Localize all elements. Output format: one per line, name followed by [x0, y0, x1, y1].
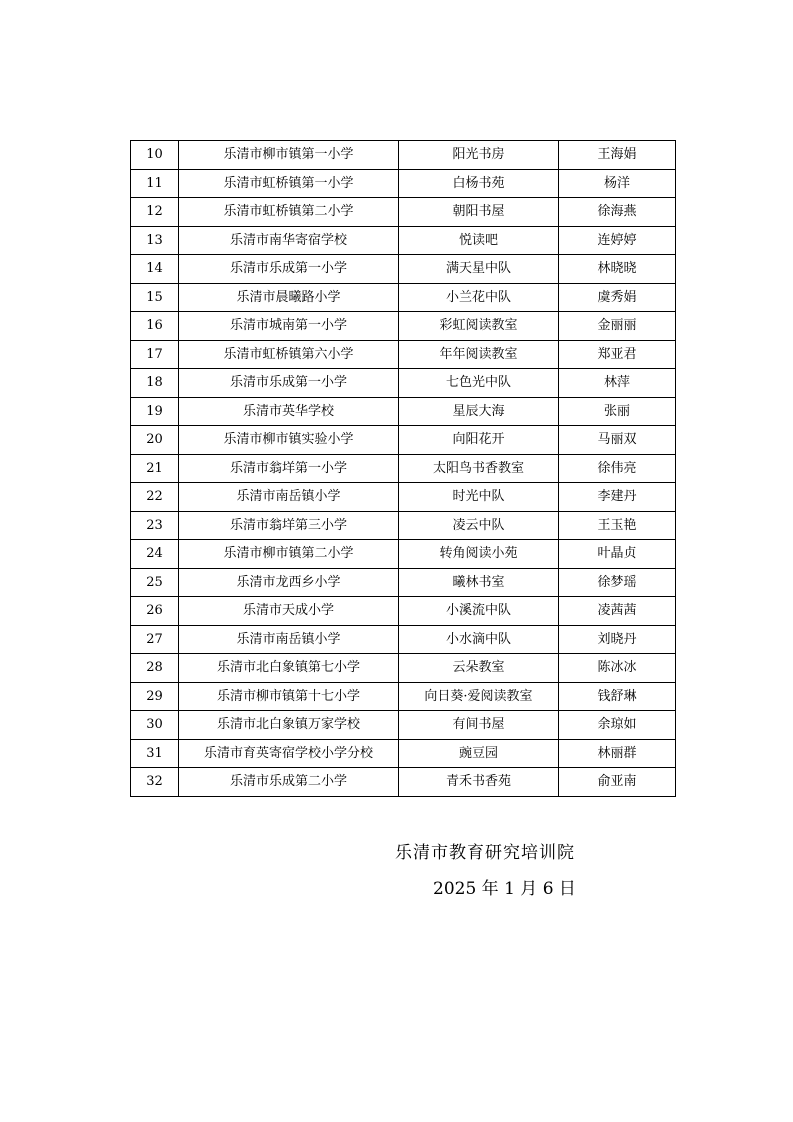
class-name-cell: 凌云中队: [399, 511, 559, 540]
class-name-cell: 太阳鸟书香教室: [399, 454, 559, 483]
row-number-cell: 32: [131, 768, 179, 797]
school-name-cell: 乐清市晨曦路小学: [179, 283, 399, 312]
table-row: [131, 739, 676, 768]
row-number-cell: 11: [131, 169, 179, 198]
class-name-cell: 七色光中队: [399, 369, 559, 398]
table-row: [131, 454, 676, 483]
table-row: [131, 768, 676, 797]
school-name-cell: 乐清市北白象镇第七小学: [179, 654, 399, 683]
school-name-cell: 乐清市虹桥镇第二小学: [179, 198, 399, 227]
table-row: [131, 340, 676, 369]
roster-table-body: [131, 141, 676, 797]
issue-date: 2025 年 1 月 6 日: [433, 879, 576, 899]
class-name-cell: 彩虹阅读教室: [399, 312, 559, 341]
class-name-cell: 时光中队: [399, 483, 559, 512]
row-number-cell: 20: [131, 426, 179, 455]
table-row: [131, 597, 676, 626]
teacher-name-cell: 虞秀娟: [559, 283, 676, 312]
class-name-cell: 白杨书苑: [399, 169, 559, 198]
table-row: [131, 283, 676, 312]
school-name-cell: 乐清市翁垟第一小学: [179, 454, 399, 483]
teacher-name-cell: 余琼如: [559, 711, 676, 740]
teacher-name-cell: 俞亚南: [559, 768, 676, 797]
teacher-name-cell: 徐海燕: [559, 198, 676, 227]
school-name-cell: 乐清市北白象镇万家学校: [179, 711, 399, 740]
table-row: [131, 426, 676, 455]
teacher-name-cell: 刘晓丹: [559, 625, 676, 654]
school-name-cell: 乐清市城南第一小学: [179, 312, 399, 341]
row-number-cell: 25: [131, 568, 179, 597]
row-number-cell: 30: [131, 711, 179, 740]
signoff-block: [395, 845, 715, 898]
school-name-cell: 乐清市翁垟第三小学: [179, 511, 399, 540]
row-number-cell: 31: [131, 739, 179, 768]
teacher-name-cell: 叶晶贞: [559, 540, 676, 569]
class-name-cell: 向日葵·爱阅读教室: [399, 682, 559, 711]
teacher-name-cell: 王海娟: [559, 141, 676, 170]
table-row: [131, 711, 676, 740]
school-name-cell: 乐清市柳市镇第十七小学: [179, 682, 399, 711]
teacher-name-cell: 杨洋: [559, 169, 676, 198]
class-name-cell: 悦读吧: [399, 226, 559, 255]
teacher-name-cell: 金丽丽: [559, 312, 676, 341]
row-number-cell: 16: [131, 312, 179, 341]
teacher-name-cell: 王玉艳: [559, 511, 676, 540]
teacher-name-cell: 连婷婷: [559, 226, 676, 255]
teacher-name-cell: 李建丹: [559, 483, 676, 512]
school-name-cell: 乐清市乐成第一小学: [179, 369, 399, 398]
teacher-name-cell: 徐梦瑶: [559, 568, 676, 597]
class-name-cell: 小溪流中队: [399, 597, 559, 626]
class-name-cell: 朝阳书屋: [399, 198, 559, 227]
row-number-cell: 17: [131, 340, 179, 369]
row-number-cell: 13: [131, 226, 179, 255]
row-number-cell: 27: [131, 625, 179, 654]
row-number-cell: 24: [131, 540, 179, 569]
table-row: [131, 654, 676, 683]
table-row: [131, 540, 676, 569]
teacher-name-cell: 林萍: [559, 369, 676, 398]
teacher-name-cell: 张丽: [559, 397, 676, 426]
row-number-cell: 28: [131, 654, 179, 683]
table-row: [131, 568, 676, 597]
teacher-name-cell: 马丽双: [559, 426, 676, 455]
school-name-cell: 乐清市柳市镇第二小学: [179, 540, 399, 569]
table-row: [131, 312, 676, 341]
table-row: [131, 682, 676, 711]
school-name-cell: 乐清市南华寄宿学校: [179, 226, 399, 255]
class-name-cell: 向阳花开: [399, 426, 559, 455]
school-name-cell: 乐清市育英寄宿学校小学分校: [179, 739, 399, 768]
class-name-cell: 有间书屋: [399, 711, 559, 740]
table-row: [131, 141, 676, 170]
class-name-cell: 转角阅读小苑: [399, 540, 559, 569]
row-number-cell: 10: [131, 141, 179, 170]
school-name-cell: 乐清市英华学校: [179, 397, 399, 426]
table-row: [131, 369, 676, 398]
table-row: [131, 483, 676, 512]
teacher-name-cell: 陈冰冰: [559, 654, 676, 683]
school-name-cell: 乐清市南岳镇小学: [179, 625, 399, 654]
school-name-cell: 乐清市虹桥镇第六小学: [179, 340, 399, 369]
school-name-cell: 乐清市天成小学: [179, 597, 399, 626]
teacher-name-cell: 林丽群: [559, 739, 676, 768]
class-name-cell: 年年阅读教室: [399, 340, 559, 369]
school-name-cell: 乐清市柳市镇实验小学: [179, 426, 399, 455]
school-name-cell: 乐清市乐成第二小学: [179, 768, 399, 797]
table-row: [131, 511, 676, 540]
row-number-cell: 15: [131, 283, 179, 312]
table-row: [131, 397, 676, 426]
class-name-cell: 豌豆园: [399, 739, 559, 768]
table-row: [131, 255, 676, 284]
row-number-cell: 14: [131, 255, 179, 284]
row-number-cell: 18: [131, 369, 179, 398]
class-name-cell: 星辰大海: [399, 397, 559, 426]
roster-table: [130, 140, 676, 797]
class-name-cell: 满天星中队: [399, 255, 559, 284]
table-row: [131, 625, 676, 654]
class-name-cell: 曦林书室: [399, 568, 559, 597]
school-name-cell: 乐清市柳市镇第一小学: [179, 141, 399, 170]
school-name-cell: 乐清市虹桥镇第一小学: [179, 169, 399, 198]
issuing-organization: 乐清市教育研究培训院: [395, 843, 575, 863]
table-row: [131, 169, 676, 198]
teacher-name-cell: 郑亚君: [559, 340, 676, 369]
teacher-name-cell: 凌茜茜: [559, 597, 676, 626]
school-name-cell: 乐清市乐成第一小学: [179, 255, 399, 284]
table-row: [131, 198, 676, 227]
row-number-cell: 21: [131, 454, 179, 483]
teacher-name-cell: 徐伟亮: [559, 454, 676, 483]
teacher-name-cell: 林晓晓: [559, 255, 676, 284]
class-name-cell: 青禾书香苑: [399, 768, 559, 797]
row-number-cell: 22: [131, 483, 179, 512]
school-name-cell: 乐清市龙西乡小学: [179, 568, 399, 597]
school-name-cell: 乐清市南岳镇小学: [179, 483, 399, 512]
class-name-cell: 云朵教室: [399, 654, 559, 683]
class-name-cell: 阳光书房: [399, 141, 559, 170]
row-number-cell: 12: [131, 198, 179, 227]
row-number-cell: 29: [131, 682, 179, 711]
table-row: [131, 226, 676, 255]
row-number-cell: 23: [131, 511, 179, 540]
class-name-cell: 小兰花中队: [399, 283, 559, 312]
row-number-cell: 26: [131, 597, 179, 626]
row-number-cell: 19: [131, 397, 179, 426]
class-name-cell: 小水滴中队: [399, 625, 559, 654]
teacher-name-cell: 钱舒琳: [559, 682, 676, 711]
